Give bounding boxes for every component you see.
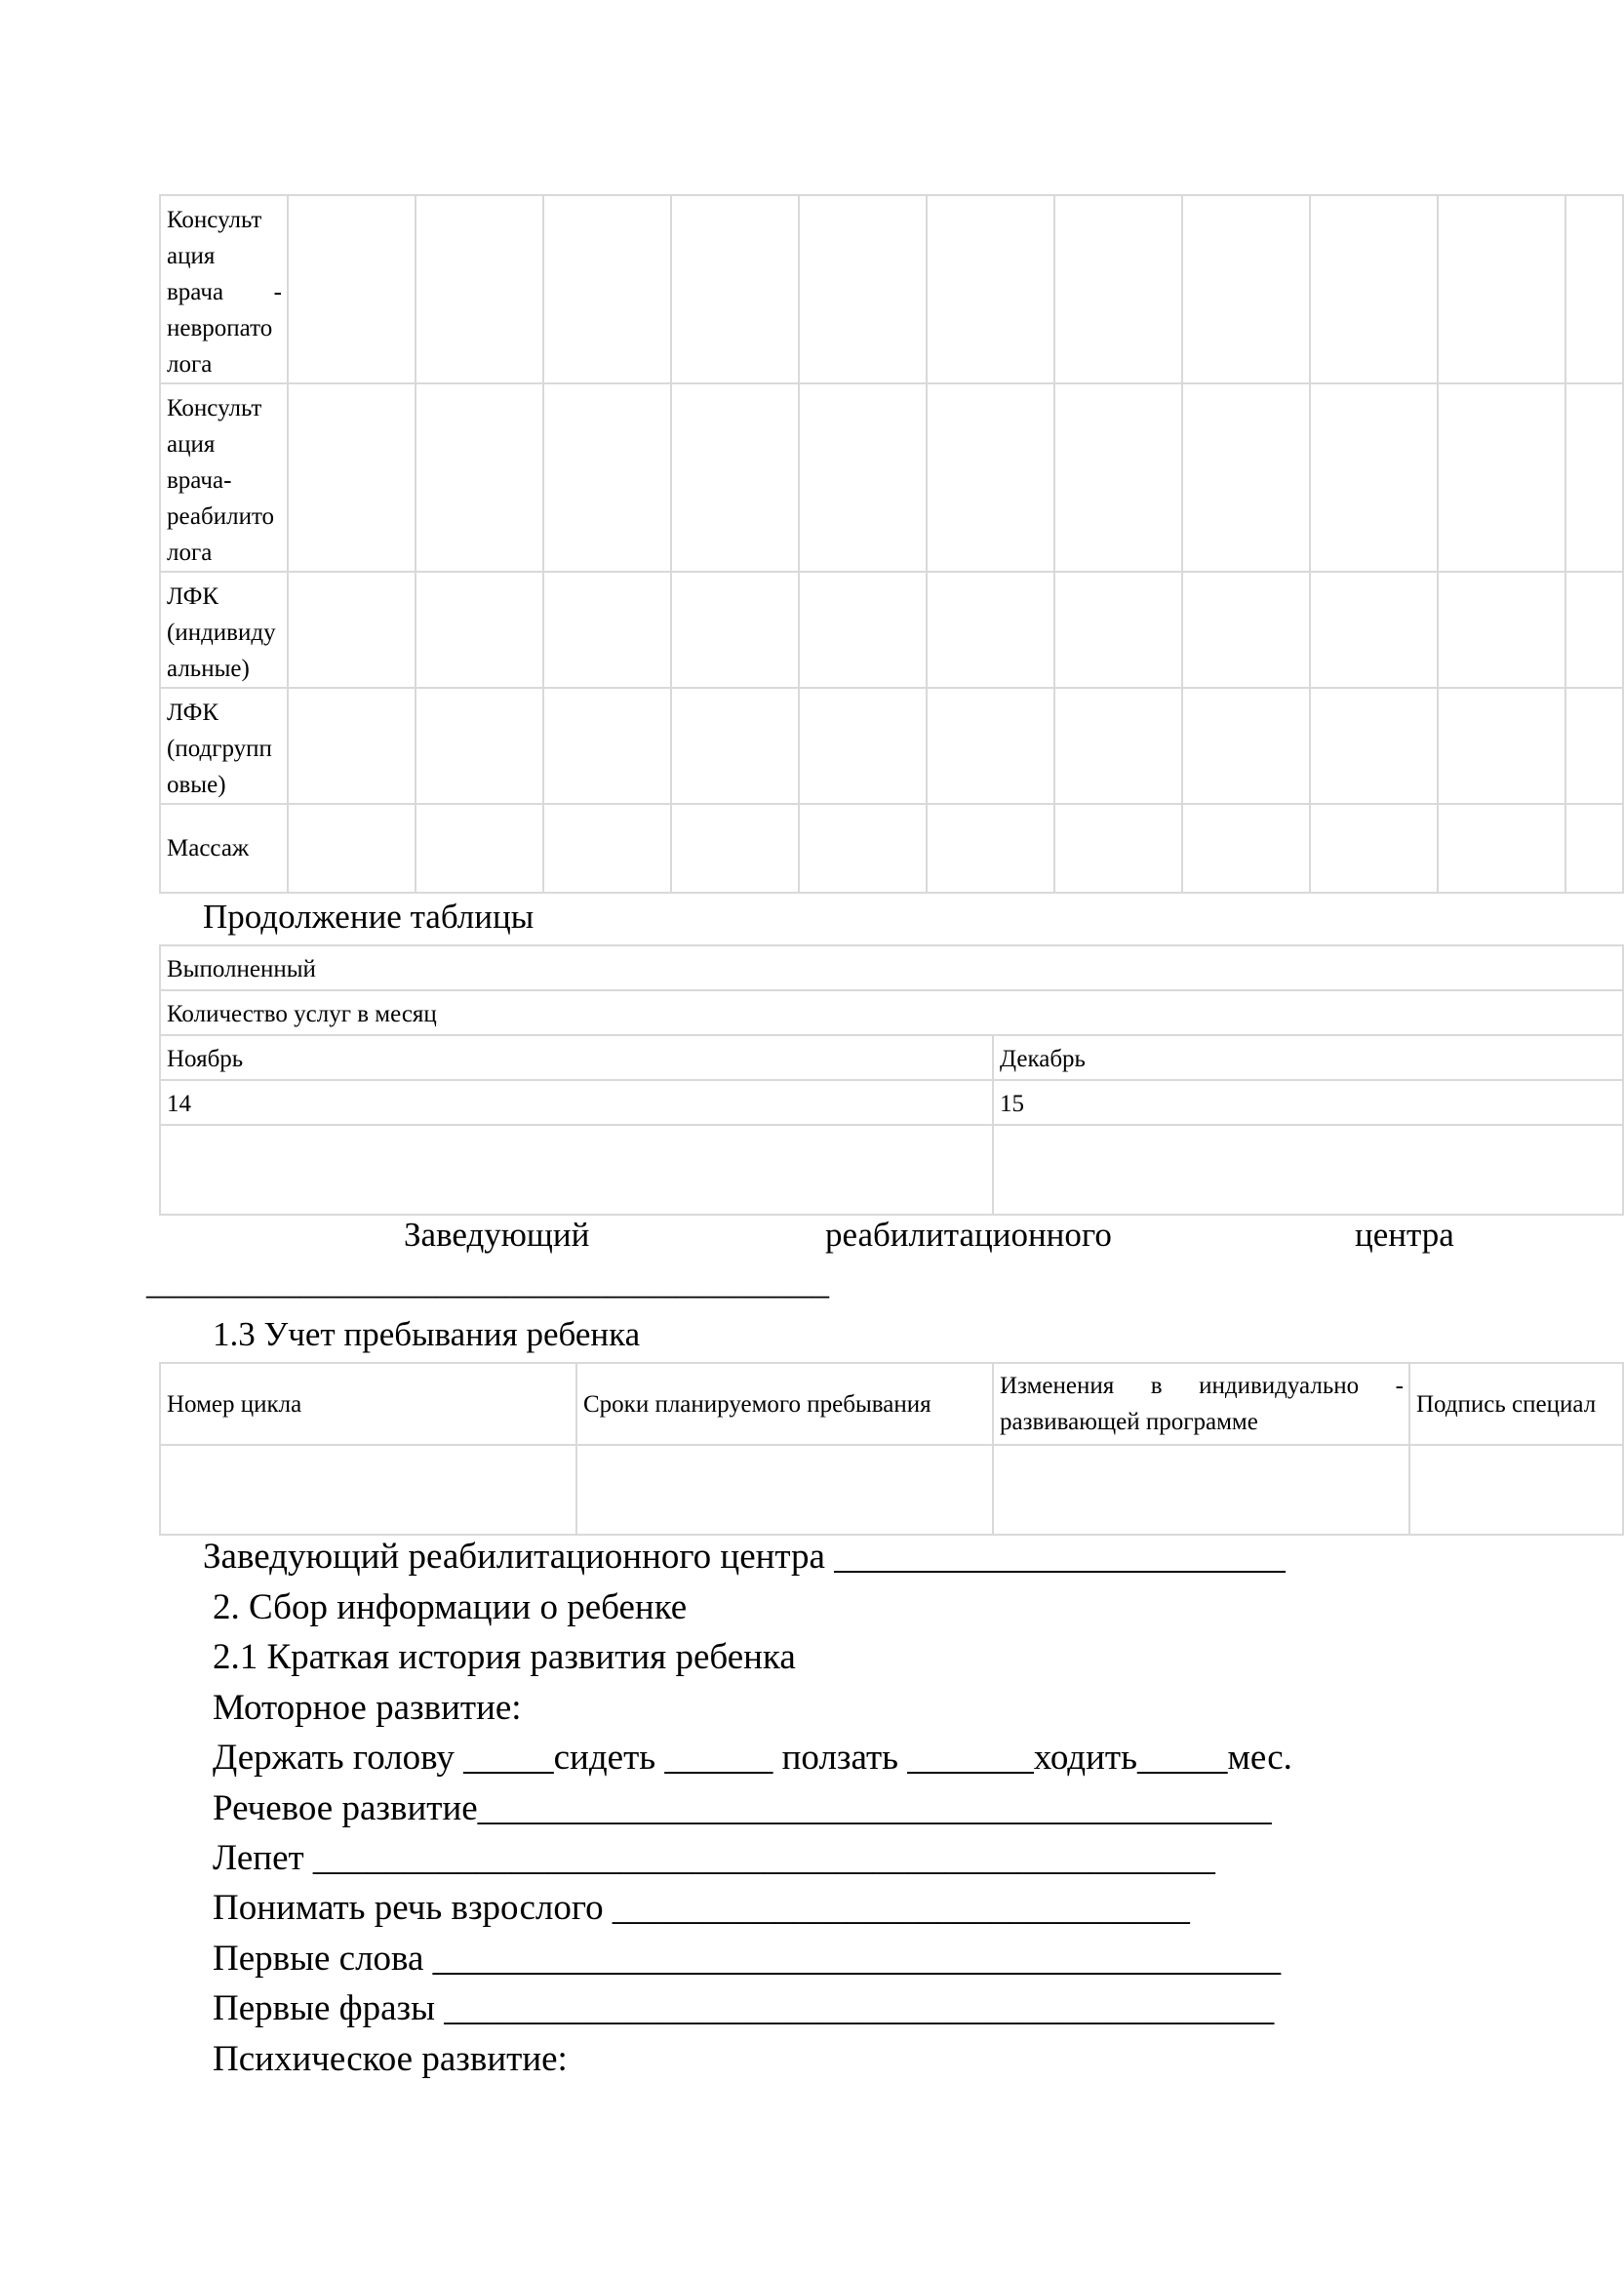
table-cell[interactable] — [1310, 195, 1438, 383]
table-cell[interactable] — [1182, 572, 1310, 688]
col-stay-terms: Сроки планируемого пребывания — [576, 1363, 993, 1445]
col-program-changes — [993, 1363, 1409, 1445]
row-label-lfk-subgroup: ЛФК (подгрупп овые) — [160, 688, 288, 804]
table-cell[interactable] — [927, 804, 1054, 893]
table-cell[interactable] — [1182, 383, 1310, 572]
table-cell[interactable] — [160, 1445, 576, 1535]
table-cell[interactable] — [1438, 195, 1565, 383]
table-row — [160, 1080, 1623, 1125]
table-cell[interactable] — [1565, 383, 1623, 572]
table-cell[interactable] — [1310, 572, 1438, 688]
table-cell[interactable] — [1054, 804, 1182, 893]
month-november: Ноябрь — [160, 1035, 993, 1080]
development-history-title: 2.1 Краткая история развития ребенка — [213, 1637, 796, 1677]
table-cell[interactable] — [1054, 383, 1182, 572]
month-december: Декабрь — [993, 1035, 1623, 1080]
table-cell[interactable] — [543, 572, 671, 688]
table-cell[interactable] — [799, 804, 927, 893]
table-row — [160, 195, 1623, 383]
continuation-title: Продолжение таблицы — [203, 898, 535, 936]
table-cell[interactable] — [671, 804, 799, 893]
table-cell[interactable] — [927, 688, 1054, 804]
table-cell[interactable] — [799, 195, 927, 383]
table-cell[interactable] — [1054, 195, 1182, 383]
table-row — [160, 1125, 1623, 1215]
head-signature-line[interactable]: Заведующий реабилитационного центра _________________________ — [203, 1537, 1286, 1577]
table-cell[interactable] — [1565, 688, 1623, 804]
table-cell[interactable] — [288, 572, 416, 688]
program-changes-line1: Изменения в индивидуально - — [1000, 1373, 1404, 1399]
row-label-massage: Массаж — [160, 804, 288, 893]
table-cell[interactable] — [288, 195, 416, 383]
signature-word-rehab: реабилитационного — [825, 1216, 1112, 1254]
table-row — [160, 1035, 1623, 1080]
info-section-title: 2. Сбор информации о ребенке — [213, 1587, 688, 1627]
col-cycle-number: Номер цикла — [160, 1363, 576, 1445]
completed-cell: Выполненный — [160, 945, 1623, 990]
table-cell[interactable] — [1054, 688, 1182, 804]
table-row — [160, 945, 1623, 990]
row-label-lfk-individual: ЛФК (индивиду альные) — [160, 572, 288, 688]
table-cell[interactable] — [799, 383, 927, 572]
table-cell[interactable] — [927, 572, 1054, 688]
services-count-cell: Количество услуг в месяц — [160, 990, 1623, 1035]
table-cell[interactable] — [576, 1445, 993, 1535]
table-row — [160, 383, 1623, 572]
table-cell[interactable] — [993, 1445, 1409, 1535]
row-label-rehab: Консульт ация врача- реабилито лога — [160, 383, 288, 572]
table-cell[interactable] — [1438, 572, 1565, 688]
understand-speech-line[interactable]: Понимать речь взрослого ________________________________ — [213, 1888, 1190, 1928]
col-specialist-signature: Подпись специал — [1409, 1363, 1623, 1445]
table-row — [160, 1445, 1623, 1535]
table-row — [160, 990, 1623, 1035]
table-row — [160, 804, 1623, 893]
table-cell[interactable] — [543, 195, 671, 383]
table-cell[interactable] — [993, 1125, 1623, 1215]
table-cell[interactable] — [543, 383, 671, 572]
table-cell[interactable] — [1310, 804, 1438, 893]
stay-section-title: 1.3 Учет пребывания ребенка — [213, 1315, 641, 1353]
table-cell[interactable] — [1565, 195, 1623, 383]
table-cell[interactable] — [1182, 804, 1310, 893]
table-cell[interactable] — [671, 688, 799, 804]
table-cell[interactable] — [416, 195, 543, 383]
table-cell[interactable] — [416, 572, 543, 688]
table-cell[interactable] — [1438, 383, 1565, 572]
table-cell[interactable] — [416, 383, 543, 572]
motor-development-label: Моторное развитие: — [213, 1688, 522, 1728]
table-cell[interactable] — [416, 804, 543, 893]
stay-table — [159, 1362, 1624, 1536]
babble-line[interactable]: Лепет __________________________________________________ — [213, 1838, 1215, 1878]
services-table — [159, 194, 1624, 894]
table-row — [160, 1363, 1623, 1445]
row-label-neuro: Консульт ация врача - невропато лога — [160, 195, 288, 383]
motor-milestones-line[interactable]: Держать голову _____сидеть ______ ползать _______ходить_____мес. — [213, 1738, 1292, 1778]
table-cell[interactable] — [543, 688, 671, 804]
table-cell[interactable] — [416, 688, 543, 804]
table-cell[interactable] — [799, 572, 927, 688]
first-words-line[interactable]: Первые слова _______________________________________________ — [213, 1939, 1282, 1979]
program-changes-line2: развивающей программе — [1000, 1409, 1258, 1435]
table-cell[interactable] — [671, 195, 799, 383]
table-cell[interactable] — [543, 804, 671, 893]
table-cell[interactable] — [927, 383, 1054, 572]
table-cell[interactable] — [671, 572, 799, 688]
table-cell[interactable] — [288, 383, 416, 572]
number-15: 15 — [993, 1080, 1623, 1125]
table-cell[interactable] — [1182, 195, 1310, 383]
continuation-table — [159, 944, 1624, 1216]
signature-word-head: Заведующий — [404, 1216, 590, 1254]
first-phrases-line[interactable]: Первые фразы ______________________________________________ — [213, 1988, 1275, 2028]
table-cell[interactable] — [288, 688, 416, 804]
table-cell[interactable] — [1054, 572, 1182, 688]
table-cell[interactable] — [1438, 688, 1565, 804]
table-row — [160, 572, 1623, 688]
mental-development-label: Психическое развитие: — [213, 2039, 568, 2079]
number-14: 14 — [160, 1080, 993, 1125]
table-cell[interactable] — [1409, 1445, 1623, 1535]
table-cell[interactable] — [1565, 572, 1623, 688]
signature-line[interactable]: ________________________________________ — [146, 1263, 829, 1301]
table-row — [160, 688, 1623, 804]
table-cell[interactable] — [671, 383, 799, 572]
table-cell[interactable] — [1438, 804, 1565, 893]
table-cell[interactable] — [1565, 804, 1623, 893]
table-cell[interactable] — [288, 804, 416, 893]
table-cell[interactable] — [1182, 688, 1310, 804]
table-cell[interactable] — [1310, 383, 1438, 572]
speech-development-line[interactable]: Речевое развитие____________________________________________ — [213, 1788, 1272, 1828]
signature-word-center: центра — [1355, 1216, 1454, 1254]
row-label-line-justified: врача - — [167, 279, 282, 305]
table-cell[interactable] — [799, 688, 927, 804]
table-cell[interactable] — [160, 1125, 993, 1215]
table-cell[interactable] — [1310, 688, 1438, 804]
table-cell[interactable] — [927, 195, 1054, 383]
